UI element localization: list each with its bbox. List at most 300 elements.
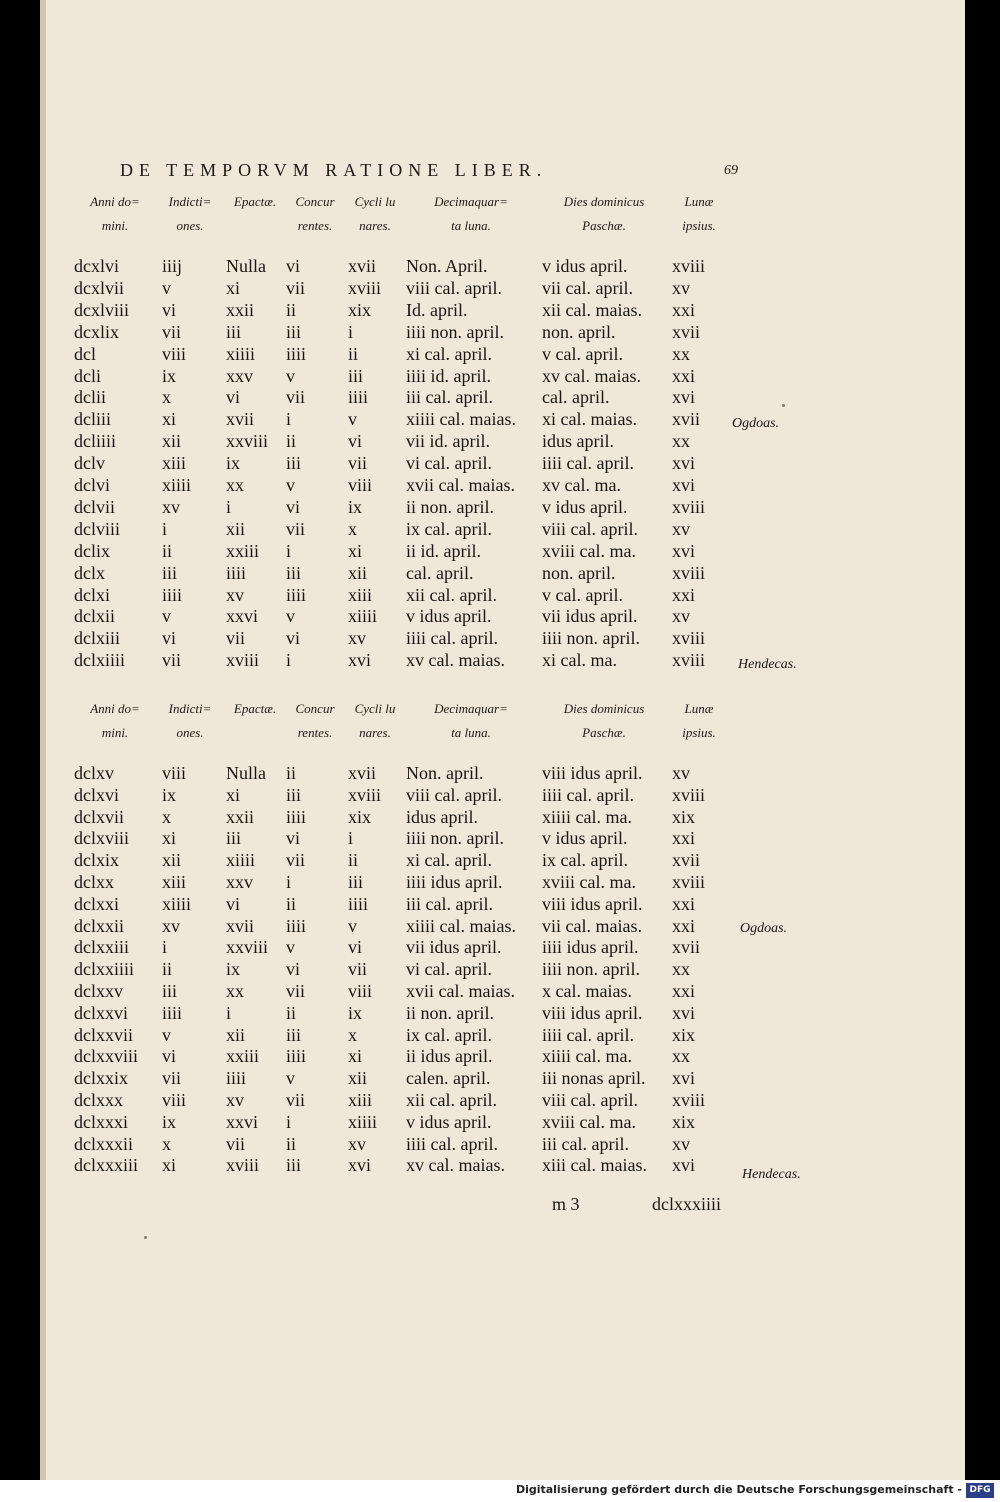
- cell-concurrent: i: [286, 409, 292, 430]
- cell-easter-sunday: v idus april.: [542, 256, 628, 276]
- cell-concurrent: iiii: [286, 806, 307, 827]
- cell-concurrent: v: [286, 365, 295, 386]
- cell-moon-age: xxi: [672, 584, 696, 605]
- table-row: [0, 409, 925, 431]
- cell-easter-sunday: xviii cal. ma.: [542, 872, 636, 892]
- cell-moon-age: xvi: [672, 540, 696, 561]
- cell-lunar-cycle: xiii: [348, 584, 373, 605]
- cell-moon-age: xix: [672, 1024, 696, 1045]
- cell-fourteenth-moon: iiii cal. april.: [406, 1133, 498, 1154]
- cell-epact: iii: [226, 828, 242, 849]
- cell-fourteenth-moon: xvii cal. maias.: [406, 981, 515, 1001]
- cell-indiction: xii: [162, 850, 182, 871]
- header-line: Indicti=: [168, 194, 212, 209]
- note-hendecas-1: Hendecas.: [738, 657, 797, 672]
- cell-easter-sunday: xiiii cal. ma.: [542, 806, 632, 827]
- cell-epact: xii: [226, 1024, 246, 1045]
- cell-indiction: v: [162, 1024, 171, 1045]
- cell-moon-age: xxi: [672, 915, 696, 936]
- table-row: [0, 606, 925, 628]
- cell-concurrent: i: [286, 650, 292, 671]
- cell-concurrent: vii: [286, 277, 306, 298]
- cell-concurrent: iiii: [286, 1046, 307, 1067]
- cell-fourteenth-moon: cal. april.: [406, 562, 474, 583]
- cell-moon-age: xxi: [672, 365, 696, 386]
- cell-indiction: x: [162, 1133, 171, 1154]
- cell-indiction: ix: [162, 784, 177, 805]
- cell-concurrent: vii: [286, 387, 306, 408]
- cell-epact: xxiii: [226, 540, 260, 561]
- cell-easter-sunday: ix cal. april.: [542, 850, 628, 871]
- cell-concurrent: iii: [286, 784, 302, 805]
- header-line: rentes.: [297, 725, 333, 740]
- cell-indiction: ii: [162, 540, 173, 561]
- cell-epact: vi: [226, 893, 241, 914]
- cell-epact: vii: [226, 628, 246, 649]
- table1-header-epact: [226, 190, 284, 214]
- cell-year: dclxxx: [74, 1090, 123, 1110]
- cell-moon-age: xvi: [672, 453, 696, 474]
- cell-fourteenth-moon: idus april.: [406, 806, 478, 827]
- cell-lunar-cycle: xiiii: [348, 1111, 378, 1132]
- cell-fourteenth-moon: xiiii cal. maias.: [406, 409, 516, 430]
- cell-easter-sunday: non. april.: [542, 562, 616, 583]
- cell-lunar-cycle: viii: [348, 981, 373, 1001]
- cell-lunar-cycle: xv: [348, 1133, 366, 1154]
- cell-year: dcxlvi: [74, 256, 119, 276]
- cell-year: dclxvi: [74, 784, 119, 805]
- header-line: Lunæ: [684, 194, 714, 209]
- cell-concurrent: ii: [286, 1133, 297, 1154]
- cell-indiction: v: [162, 606, 171, 627]
- cell-indiction: xiii: [162, 872, 187, 892]
- cell-concurrent: iii: [286, 562, 302, 583]
- cell-year: dclii: [74, 387, 106, 408]
- header-line: Decimaquar=: [434, 194, 508, 209]
- running-head: DE TEMPORVM RATIONE LIBER.: [120, 160, 548, 180]
- cell-year: dclxxv: [74, 981, 123, 1001]
- cell-epact: xxvi: [226, 606, 259, 627]
- table-row: [0, 256, 925, 278]
- note-hendecas-2: Hendecas.: [742, 1167, 801, 1182]
- cell-easter-sunday: viii cal. april.: [542, 1090, 638, 1110]
- cell-easter-sunday: viii idus april.: [542, 893, 643, 914]
- table-row: [0, 1003, 925, 1025]
- cell-moon-age: xx: [672, 343, 690, 364]
- cell-year: dclxviii: [74, 828, 129, 849]
- header-line: Dies dominicus: [563, 701, 645, 716]
- header-line: Epactæ.: [233, 194, 277, 209]
- cell-fourteenth-moon: Non. April.: [406, 256, 488, 276]
- cell-lunar-cycle: vii: [348, 959, 368, 980]
- cell-year: dclxxxi: [74, 1111, 128, 1132]
- cell-moon-age: xv: [672, 1133, 690, 1154]
- cell-epact: xxv: [226, 365, 253, 386]
- cell-fourteenth-moon: ix cal. april.: [406, 518, 492, 539]
- cell-moon-age: xxi: [672, 299, 696, 320]
- cell-easter-sunday: v idus april.: [542, 828, 628, 849]
- cell-year: dclxxxiii: [74, 1155, 138, 1176]
- cell-moon-age: xx: [672, 1046, 690, 1067]
- cell-easter-sunday: x cal. maias.: [542, 981, 632, 1001]
- cell-easter-sunday: idus april.: [542, 431, 614, 452]
- header-line: nares.: [359, 725, 391, 740]
- cell-fourteenth-moon: xi cal. april.: [406, 850, 492, 871]
- cell-indiction: iii: [162, 562, 178, 583]
- ink-speck: [782, 404, 785, 407]
- cell-lunar-cycle: xix: [348, 806, 372, 827]
- cell-fourteenth-moon: xi cal. april.: [406, 343, 492, 364]
- cell-easter-sunday: iiii idus april.: [542, 937, 639, 958]
- cell-fourteenth-moon: Non. april.: [406, 763, 484, 783]
- cell-fourteenth-moon: ii non. april.: [406, 496, 494, 517]
- header-line: Concur: [295, 194, 335, 209]
- cell-easter-sunday: iiii non. april.: [542, 959, 640, 980]
- cell-fourteenth-moon: viii cal. april.: [406, 784, 502, 805]
- cell-epact: xv: [226, 584, 244, 605]
- cell-epact: xxv: [226, 872, 253, 892]
- cell-year: dclxiii: [74, 628, 120, 649]
- cell-easter-sunday: xv cal. ma.: [542, 475, 621, 495]
- cell-lunar-cycle: iii: [348, 872, 364, 892]
- cell-concurrent: iii: [286, 1024, 302, 1045]
- cell-moon-age: xvii: [672, 850, 701, 871]
- cell-epact: xviii: [226, 650, 260, 671]
- table1-header-easter-sunday: [542, 190, 666, 238]
- table2-header-easter-sunday: [542, 697, 666, 745]
- cell-moon-age: xx: [672, 431, 690, 452]
- table-row: [0, 497, 925, 519]
- header-line: ta luna.: [451, 725, 491, 740]
- cell-year: dclx: [74, 562, 105, 583]
- cell-easter-sunday: iii cal. april.: [542, 1133, 629, 1154]
- table-row: [0, 344, 925, 366]
- catchword: dclxxxiiii: [652, 1194, 721, 1214]
- cell-epact: xii: [226, 518, 246, 539]
- cell-indiction: xiiii: [162, 893, 192, 914]
- header-line: nares.: [359, 218, 391, 233]
- cell-year: dclxx: [74, 872, 114, 892]
- cell-easter-sunday: non. april.: [542, 321, 616, 342]
- dfg-logo: DFG: [966, 1483, 994, 1498]
- cell-easter-sunday: xii cal. maias.: [542, 299, 642, 320]
- cell-concurrent: ii: [286, 763, 297, 783]
- footer-bar: [0, 1480, 1000, 1502]
- cell-year: dclxxxii: [74, 1133, 133, 1154]
- header-line: Concur: [295, 701, 335, 716]
- cell-indiction: xi: [162, 409, 177, 430]
- cell-easter-sunday: v cal. april.: [542, 584, 623, 605]
- cell-indiction: vii: [162, 1068, 182, 1089]
- cell-concurrent: vii: [286, 850, 306, 871]
- cell-concurrent: iii: [286, 453, 302, 474]
- cell-lunar-cycle: vi: [348, 937, 363, 958]
- cell-fourteenth-moon: ix cal. april.: [406, 1024, 492, 1045]
- table-row: [0, 541, 925, 563]
- header-line: ipsius.: [682, 725, 716, 740]
- cell-epact: xx: [226, 475, 244, 495]
- cell-epact: xxviii: [226, 431, 269, 452]
- cell-fourteenth-moon: iii cal. april.: [406, 893, 493, 914]
- cell-easter-sunday: vii idus april.: [542, 606, 638, 627]
- cell-epact: xxviii: [226, 937, 269, 958]
- cell-moon-age: xviii: [672, 784, 706, 805]
- cell-epact: Nulla: [226, 256, 266, 276]
- cell-epact: xv: [226, 1090, 244, 1110]
- cell-fourteenth-moon: ii idus april.: [406, 1046, 493, 1067]
- header-line: Paschæ.: [582, 725, 626, 740]
- table-row: [0, 563, 925, 585]
- cell-fourteenth-moon: Id. april.: [406, 299, 468, 320]
- cell-year: dclxxiiii: [74, 959, 134, 980]
- cell-moon-age: xv: [672, 763, 690, 783]
- cell-easter-sunday: vii cal. maias.: [542, 915, 642, 936]
- cell-easter-sunday: xiii cal. maias.: [542, 1155, 647, 1176]
- cell-lunar-cycle: xviii: [348, 277, 382, 298]
- cell-indiction: ii: [162, 959, 173, 980]
- cell-moon-age: xv: [672, 277, 690, 298]
- cell-moon-age: xx: [672, 959, 690, 980]
- table-row: [0, 1046, 925, 1068]
- header-line: ipsius.: [682, 218, 716, 233]
- cell-epact: xvii: [226, 409, 255, 430]
- cell-lunar-cycle: xvi: [348, 1155, 372, 1176]
- cell-easter-sunday: v idus april.: [542, 496, 628, 517]
- cell-fourteenth-moon: xii cal. april.: [406, 584, 497, 605]
- table2-header-concurrent: [286, 697, 344, 745]
- cell-fourteenth-moon: iiii id. april.: [406, 365, 491, 386]
- cell-epact: xviii: [226, 1155, 260, 1176]
- cell-lunar-cycle: xviii: [348, 784, 382, 805]
- cell-moon-age: xvii: [672, 321, 701, 342]
- header-line: Anni do=: [90, 701, 140, 716]
- cell-concurrent: ii: [286, 893, 297, 914]
- cell-epact: xxii: [226, 299, 255, 320]
- cell-year: dclxxi: [74, 893, 119, 914]
- cell-fourteenth-moon: iiii cal. april.: [406, 628, 498, 649]
- cell-fourteenth-moon: xvii cal. maias.: [406, 475, 515, 495]
- cell-indiction: viii: [162, 1090, 187, 1110]
- header-line: mini.: [101, 218, 129, 233]
- cell-year: dcxlvii: [74, 277, 124, 298]
- header-line: ones.: [176, 218, 204, 233]
- cell-easter-sunday: iiii cal. april.: [542, 1024, 634, 1045]
- cell-fourteenth-moon: calen. april.: [406, 1068, 491, 1089]
- cell-easter-sunday: cal. april.: [542, 387, 610, 408]
- table-row: [0, 981, 925, 1003]
- cell-indiction: viii: [162, 343, 187, 364]
- cell-moon-age: xvii: [672, 409, 701, 430]
- cell-year: dcliiii: [74, 431, 116, 452]
- cell-easter-sunday: viii idus april.: [542, 1002, 643, 1023]
- cell-year: dclxxviii: [74, 1046, 138, 1067]
- header-line: Lunæ: [684, 701, 714, 716]
- table-row: [0, 872, 925, 894]
- cell-concurrent: vi: [286, 828, 301, 849]
- cell-concurrent: vi: [286, 256, 301, 276]
- cell-concurrent: vii: [286, 518, 306, 539]
- cell-concurrent: v: [286, 475, 295, 495]
- cell-fourteenth-moon: iiii non. april.: [406, 828, 504, 849]
- cell-lunar-cycle: ix: [348, 1002, 363, 1023]
- cell-moon-age: xviii: [672, 872, 706, 892]
- cell-lunar-cycle: xi: [348, 540, 363, 561]
- table-row: [0, 1134, 925, 1156]
- table-row: [0, 366, 925, 388]
- cell-moon-age: xvii: [672, 937, 701, 958]
- header-line: rentes.: [297, 218, 333, 233]
- ink-speck: [144, 1236, 147, 1239]
- table-row: [0, 628, 925, 650]
- table-row: [0, 519, 925, 541]
- cell-easter-sunday: vii cal. april.: [542, 277, 633, 298]
- cell-indiction: i: [162, 518, 168, 539]
- cell-indiction: xi: [162, 1155, 177, 1176]
- cell-lunar-cycle: xiiii: [348, 606, 378, 627]
- cell-concurrent: v: [286, 606, 295, 627]
- footer-credit: Digitalisierung gefördert durch die Deutsche Forschungsgemeinschaft -: [515, 1483, 962, 1496]
- cell-lunar-cycle: ii: [348, 850, 359, 871]
- table-row: [0, 475, 925, 497]
- table-row: [0, 894, 925, 916]
- header-line: Cycli lu: [354, 701, 396, 716]
- cell-indiction: vi: [162, 1046, 177, 1067]
- cell-concurrent: vi: [286, 628, 301, 649]
- table-row: [0, 300, 925, 322]
- cell-year: dclxxix: [74, 1068, 128, 1089]
- header-line: Anni do=: [90, 194, 140, 209]
- table2-header-year: [80, 697, 150, 745]
- cell-epact: xiiii: [226, 850, 256, 871]
- cell-easter-sunday: xviii cal. ma.: [542, 540, 636, 561]
- cell-easter-sunday: viii cal. april.: [542, 518, 638, 539]
- cell-concurrent: vi: [286, 959, 301, 980]
- cell-indiction: iiii: [162, 584, 183, 605]
- cell-indiction: x: [162, 387, 171, 408]
- cell-fourteenth-moon: iiii idus april.: [406, 872, 503, 892]
- cell-moon-age: xviii: [672, 1090, 706, 1110]
- table-row: [0, 1068, 925, 1090]
- cell-epact: iiii: [226, 562, 247, 583]
- cell-fourteenth-moon: v idus april.: [406, 1111, 492, 1132]
- cell-indiction: iiii: [162, 1002, 183, 1023]
- cell-easter-sunday: xviii cal. ma.: [542, 1111, 636, 1132]
- table-row: [0, 937, 925, 959]
- header-line: ones.: [176, 725, 204, 740]
- cell-concurrent: ii: [286, 299, 297, 320]
- table2-header-indiction: [162, 697, 218, 745]
- cell-lunar-cycle: iii: [348, 365, 364, 386]
- table1-header-indiction: [162, 190, 218, 238]
- cell-concurrent: iiii: [286, 915, 307, 936]
- cell-moon-age: xix: [672, 806, 696, 827]
- cell-indiction: xi: [162, 828, 177, 849]
- cell-year: dclxi: [74, 584, 110, 605]
- cell-epact: iii: [226, 321, 242, 342]
- table2-header-lunar-cycle: [348, 697, 402, 745]
- cell-indiction: xv: [162, 915, 180, 936]
- cell-indiction: iiij: [162, 256, 183, 276]
- cell-easter-sunday: xi cal. ma.: [542, 650, 617, 671]
- cell-lunar-cycle: v: [348, 409, 357, 430]
- cell-year: dclix: [74, 540, 110, 561]
- cell-indiction: x: [162, 806, 171, 827]
- cell-concurrent: i: [286, 540, 292, 561]
- cell-concurrent: ii: [286, 1002, 297, 1023]
- note-ogdoas-1: Ogdoas.: [732, 416, 780, 431]
- cell-year: dclvi: [74, 475, 110, 495]
- cell-epact: i: [226, 496, 232, 517]
- cell-indiction: xv: [162, 496, 180, 517]
- cell-lunar-cycle: xiii: [348, 1090, 373, 1110]
- cell-moon-age: xv: [672, 518, 690, 539]
- cell-year: dclxxvi: [74, 1002, 128, 1023]
- note-ogdoas-2: Ogdoas.: [740, 921, 788, 936]
- cell-easter-sunday: xiiii cal. ma.: [542, 1046, 632, 1067]
- cell-indiction: vii: [162, 650, 182, 671]
- cell-lunar-cycle: xv: [348, 628, 366, 649]
- cell-concurrent: i: [286, 872, 292, 892]
- cell-concurrent: vii: [286, 981, 306, 1001]
- cell-lunar-cycle: iiii: [348, 893, 369, 914]
- cell-year: dclxvii: [74, 806, 124, 827]
- page-gutter: [40, 0, 46, 1480]
- table-row: [0, 453, 925, 475]
- cell-epact: xxiii: [226, 1046, 260, 1067]
- cell-epact: xx: [226, 981, 244, 1001]
- cell-epact: xxvi: [226, 1111, 259, 1132]
- table2-header-epact: [226, 697, 284, 721]
- header-line: Dies dominicus: [563, 194, 645, 209]
- table-row: [0, 1090, 925, 1112]
- table-row: [0, 850, 925, 872]
- cell-lunar-cycle: xi: [348, 1046, 363, 1067]
- cell-moon-age: xix: [672, 1111, 696, 1132]
- cell-year: dclxiiii: [74, 650, 125, 671]
- cell-year: dcxlix: [74, 321, 119, 342]
- cell-lunar-cycle: iiii: [348, 387, 369, 408]
- table-row: [0, 1112, 925, 1134]
- cell-moon-age: xviii: [672, 496, 706, 517]
- table-row: [0, 322, 925, 344]
- cell-moon-age: xvi: [672, 1002, 696, 1023]
- cell-moon-age: xvi: [672, 387, 696, 408]
- cell-lunar-cycle: i: [348, 828, 354, 849]
- cell-lunar-cycle: vii: [348, 453, 368, 474]
- cell-year: dcli: [74, 365, 101, 386]
- cell-lunar-cycle: ii: [348, 343, 359, 364]
- cell-concurrent: vi: [286, 496, 301, 517]
- cell-epact: xi: [226, 784, 241, 805]
- cell-fourteenth-moon: ii non. april.: [406, 1002, 494, 1023]
- cell-lunar-cycle: xix: [348, 299, 372, 320]
- cell-fourteenth-moon: xiiii cal. maias.: [406, 915, 516, 936]
- cell-moon-age: xvi: [672, 475, 696, 495]
- cell-fourteenth-moon: xv cal. maias.: [406, 1155, 505, 1176]
- cell-lunar-cycle: xvii: [348, 763, 377, 783]
- table-row: [0, 387, 925, 409]
- cell-fourteenth-moon: xv cal. maias.: [406, 650, 505, 671]
- cell-easter-sunday: viii idus april.: [542, 763, 643, 783]
- cell-lunar-cycle: viii: [348, 475, 373, 495]
- cell-easter-sunday: iii nonas april.: [542, 1068, 646, 1089]
- cell-fourteenth-moon: iii cal. april.: [406, 387, 493, 408]
- cell-indiction: i: [162, 937, 168, 958]
- table1-header-year: [80, 190, 150, 238]
- cell-epact: xxii: [226, 806, 255, 827]
- cell-indiction: v: [162, 277, 171, 298]
- header-line: Paschæ.: [582, 218, 626, 233]
